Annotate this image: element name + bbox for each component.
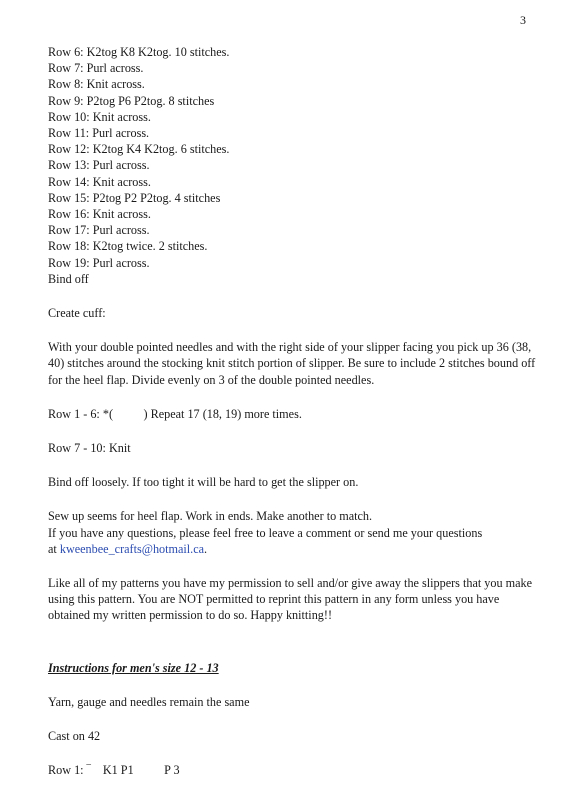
row-line: Bind off: [48, 271, 89, 286]
row-line: Row 19: Purl across.: [48, 255, 150, 270]
permission-paragraph: Like all of my patterns you have my permission to sell and/or give away the slippers that you make using this pattern. You are NOT permitted to reprint this pattern in any form unless you have obtained my written permission to do so. Happy knitting!!: [48, 576, 533, 623]
finishing-line-1: Sew up seems for heel flap. Work in ends. Make another to match.: [48, 509, 373, 524]
row-line: Row 18: K2tog twice. 2 stitches.: [48, 239, 208, 254]
row-line: Row 10: Knit across.: [48, 109, 151, 124]
finishing-block: [48, 508, 538, 557]
row-line: Row 15: P2tog P2 P2tog. 4 stitches: [48, 190, 221, 205]
row-line: Row 14: Knit across.: [48, 174, 151, 189]
row-line: Row 8: Knit across.: [48, 77, 145, 92]
row-line: Row 11: Purl across.: [48, 126, 150, 141]
email-link[interactable]: kweenbee_crafts@hotmail.ca: [59, 541, 205, 556]
finishing-suffix: .: [204, 541, 208, 556]
document-body: [48, 44, 538, 779]
finishing-line-2: If you have any questions, please feel free to leave a comment or send me your questions: [48, 525, 483, 540]
cuff-bind-off: Bind off loosely. If too tight it will be hard to get the slipper on.: [48, 475, 359, 490]
mens-cast-on: Cast on 42: [48, 729, 101, 744]
row-line: Row 13: Purl across.: [48, 158, 150, 173]
rows-list: [48, 44, 538, 287]
finishing-line-3: [48, 541, 538, 557]
mens-yarn: Yarn, gauge and needles remain the same: [48, 694, 250, 709]
cuff-title: Create cuff:: [48, 306, 106, 321]
mens-heading: Instructions for men's size 12 - 13: [48, 660, 219, 675]
page-number: 3: [520, 13, 526, 27]
mens-row-1: Row 1: ‾ K1 P1 P 3: [48, 763, 180, 778]
cuff-row-7-10: Row 7 - 10: Knit: [48, 441, 131, 456]
row-line: Row 9: P2tog P6 P2tog. 8 stitches: [48, 93, 215, 108]
cuff-paragraph: With your double pointed needles and with the right side of your slipper facing you pick up 36 (38, 40) stitches around the stocking knit stitch portion of slipper. Be sure to include 2 stitches bound off for the heel flap. Divide evenly on 3 of the double pointed needles.: [48, 340, 536, 387]
finishing-prefix: at: [48, 541, 60, 556]
cuff-row-1-6: Row 1 - 6: *( ) Repeat 17 (18, 19) more times.: [48, 406, 302, 421]
row-line: Row 6: K2tog K8 K2tog. 10 stitches.: [48, 45, 230, 59]
row-line: Row 17: Purl across.: [48, 223, 150, 238]
row-line: Row 16: Knit across.: [48, 207, 151, 222]
row-line: Row 12: K2tog K4 K2tog. 6 stitches.: [48, 142, 230, 157]
row-line: Row 7: Purl across.: [48, 61, 144, 76]
